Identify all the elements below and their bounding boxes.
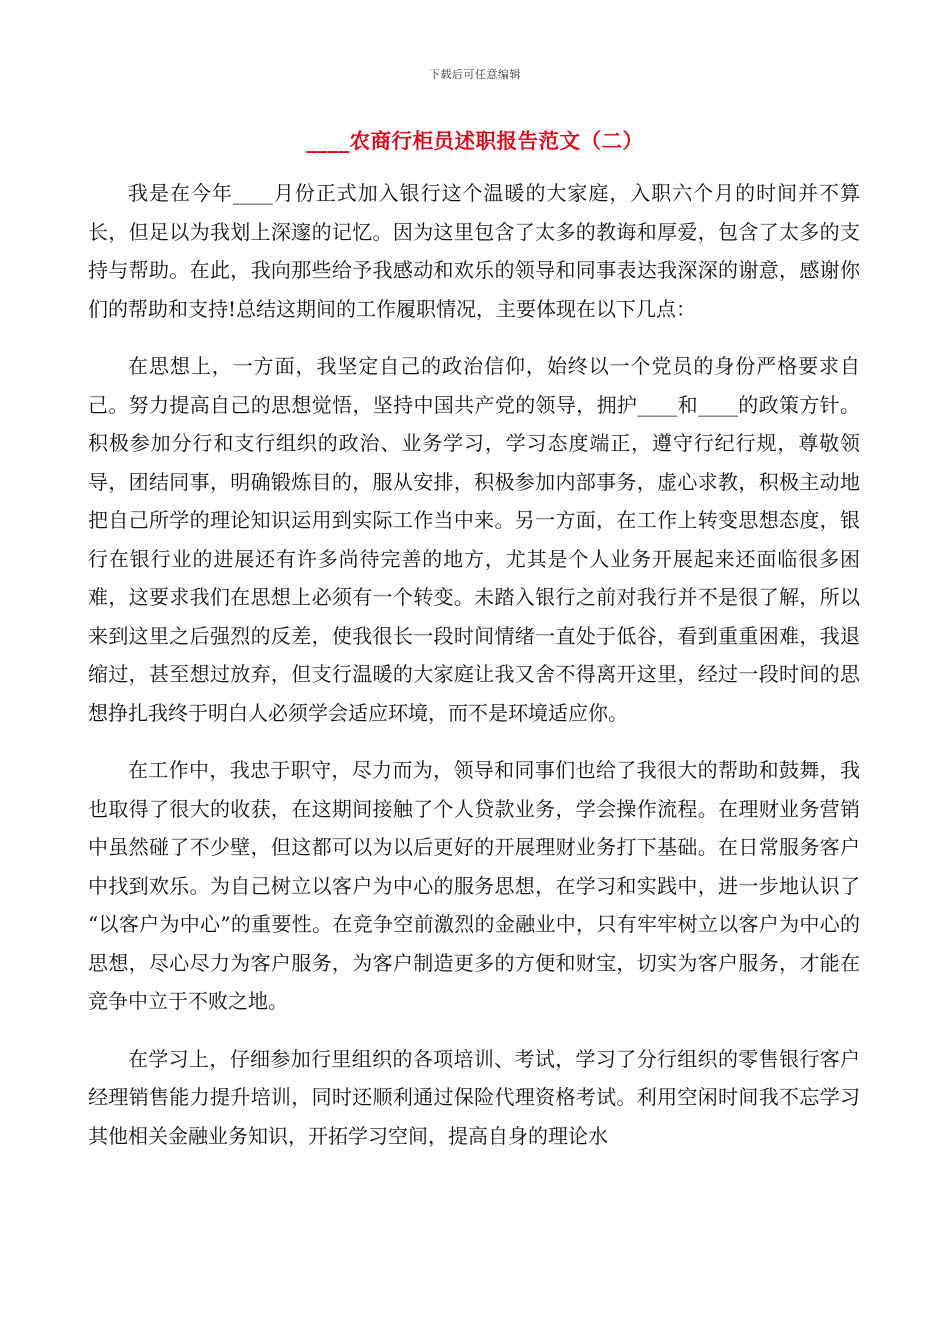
paragraph-intro: 我是在今年____月份正式加入银行这个温暖的大家庭，入职六个月的时间并不算长，但足以为我划上深邃的记忆。因为这里包含了太多的教诲和厚爱，包含了太多的支持与帮助。在此，我向那些给予我感动和欢乐的领导和同事表达我深深的谢意，感谢你们的帮助和支持!总结这期间的工作履职情况，主要体现在以下几点： xyxy=(88,181,860,321)
paragraph-study: 在学习上，仔细参加行里组织的各项培训、考试，学习了分行组织的零售银行客户经理销售能力提升培训，同时还顺利通过保险代理资格考试。利用空闲时间我不忘学习其他相关金融业务知识，开拓学习空间，提高自身的理论水 xyxy=(88,1046,860,1148)
paragraph-work: 在工作中，我忠于职守，尽力而为，领导和同事们也给了我很大的帮助和鼓舞，我也取得了很大的收获，在这期间接触了个人贷款业务，学会操作流程。在理财业务营销中虽然碰了不少壁，但这都可以为以后更好的开展理财业务打下基础。在日常服务客户中找到欢乐。为自己树立以客户为中心的服务思想，在学习和实践中，进一步地认识了 “以客户为中心”的重要性。在竞争空前激烈的金融业中，只有牢牢树立以客户为中心的思想，尽心尽力为客户服务，为客户制造更多的方便和财宝，切实为客户服务，才能在竞争中立于不败之地。 xyxy=(88,758,860,1013)
header-note: 下载后可任意编辑 xyxy=(429,68,521,81)
document-title: ____农商行柜员述职报告范文（二） xyxy=(306,129,644,153)
document-body xyxy=(88,174,860,1155)
paragraph-ideology: 在思想上，一方面，我坚定自己的政治信仰，始终以一个党员的身份严格要求自己。努力提高自己的思想觉悟，坚持中国共产党的领导，拥护____和____的政策方针。积极参加分行和支行组织的政治、业务学习，学习态度端正，遵守行纪行规，尊敬领导，团结同事，明确锻炼目的，服从安排，积极参加内部事务，虚心求教，积极主动地把自己所学的理论知识运用到实际工作当中来。另一方面，在工作上转变思想态度，银行在银行业的进展还有许多尚待完善的地方，尤其是个人业务开展起来还面临很多困难，这要求我们在思想上必须有一个转变。未踏入银行之前对我行并不是很了解，所以来到这里之后强烈的反差，使我很长一段时间情绪一直处于低谷，看到重重困难，我退缩过，甚至想过放弃，但支行温暖的大家庭让我又舍不得离开这里，经过一段时间的思想挣扎我终于明白人必须学会适应环境，而不是环境适应你。 xyxy=(88,354,860,725)
